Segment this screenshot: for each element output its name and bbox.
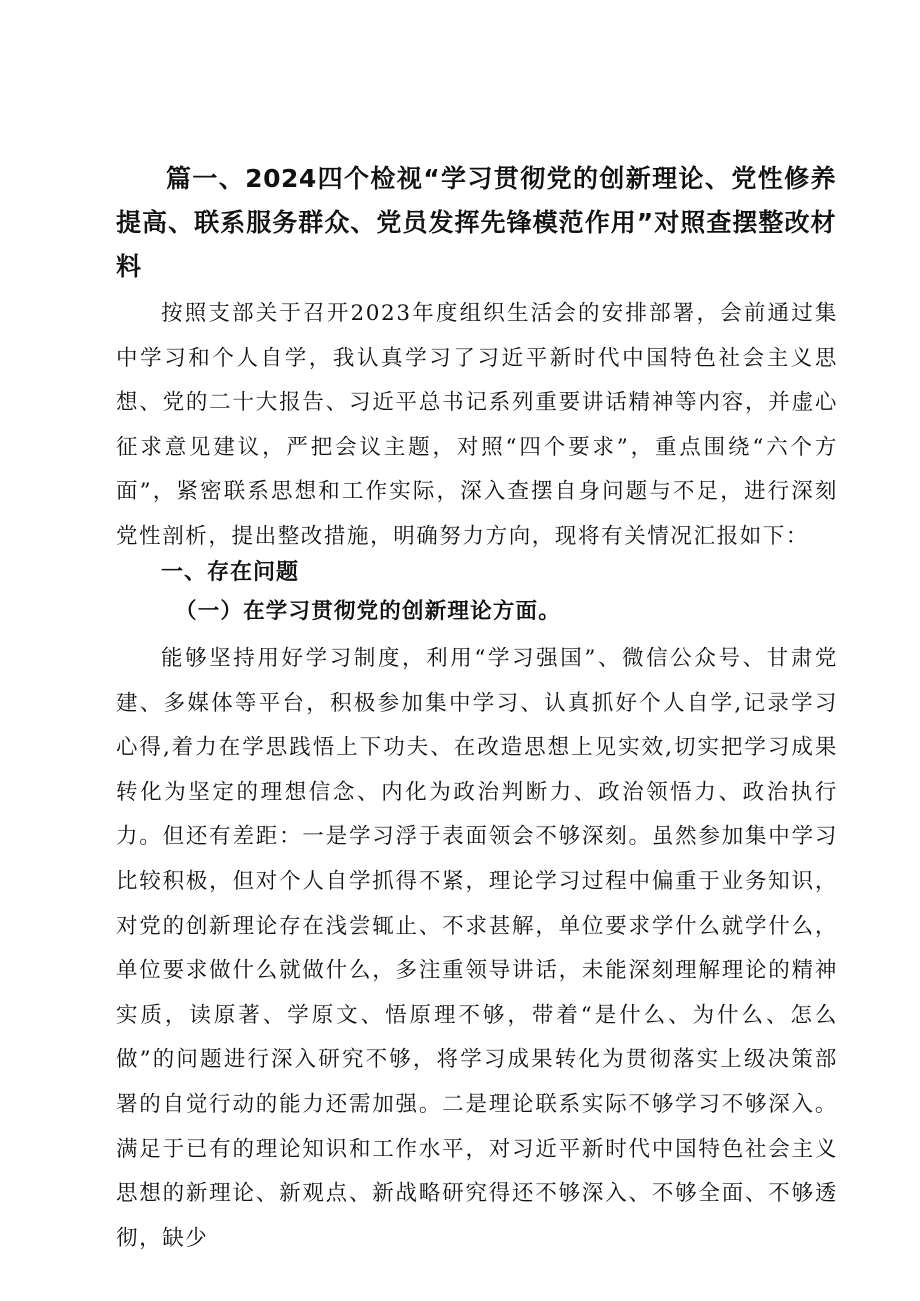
section-heading-problems: 一、存在问题 [161,560,300,585]
body-paragraph: 能够坚持用好学习制度，利用“学习强国”、微信公众号、甘肃党建、多媒体等平台，积极参加集中学习、认真抓好个人自学,记录学习心得,着力在学思践悟上下功夫、在改造思想上见实效,切实把学习成果转化为坚定的理想信念、内化为政治判断力、政治领悟力、政治执行力。但还有差距：一是学习浮于表面领会不够深刻。虽然参加集中学习比较积极，但对个人自学抓得不紧，理论学习过程中偏重于业务知识，对党的创新理论存在浅尝辄止、不求甚解，单位要求学什么就学什么，单位要求做什么就做什么，多注重领导讲话，未能深刻理解理论的精神实质，读原著、学原文、悟原理不够，带着“是什么、为什么、怎么做”的问题进行深入研究不够，将学习成果转化为贯彻落实上级决策部署的自觉行动的能力还需加强。二是理论联系实际不够学习不够深入。满足于已有的理论知识和工作水平，对习近平新时代中国特色社会主义思想的新理论、新观点、新战略研究得还不够深入、不够全面、不够透彻，缺少 [116,646,838,1251]
subsection-heading-theory-study: （一）在学习贯彻党的创新理论方面。 [175,599,561,624]
document-title: 篇一、2024四个检视“学习贯彻党的创新理论、党性修养提高、联系服务群众、党员发挥先锋模范作用”对照查摆整改材料 [116,164,836,281]
intro-paragraph: 按照支部关于召开2023年度组织生活会的安排部署，会前通过集中学习和个人自学，我认真学习了习近平新时代中国特色社会主义思想、党的二十大报告、习近平总书记系列重要讲话精神等内容，并虚心征求意见建议，严把会议主题，对照“四个要求”，重点围绕“六个方面”，紧密联系思想和工作实际，深入查摆自身问题与不足，进行深刻党性剖析，提出整改措施，明确努力方向，现将有关情况汇报如下： [116,301,838,549]
